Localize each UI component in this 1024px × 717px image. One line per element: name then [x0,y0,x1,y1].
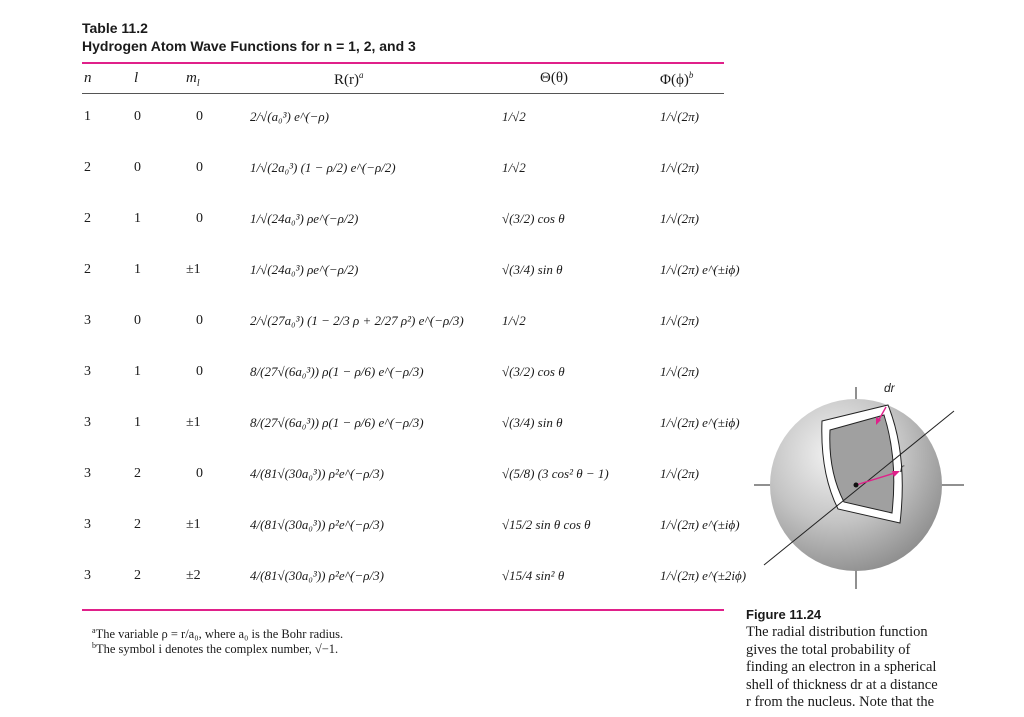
cell-n: 2 [84,160,91,175]
cell-n: 3 [84,364,91,379]
header-ml-sub: l [196,78,200,89]
cell-theta: √(3/2) cos θ [502,364,565,379]
cell-phi: 1/√(2π) [660,364,699,379]
table-top-rule [82,62,724,64]
table-number: Table 11.2 [82,20,148,36]
cell-n: 2 [84,211,91,226]
cell-ml: ±1 [186,517,201,532]
cell-n: 3 [84,517,91,532]
cell-n: 3 [84,415,91,430]
cell-ml: ±1 [186,262,201,277]
cell-theta: 1/√2 [502,109,526,124]
cell-n: 2 [84,262,91,277]
cell-l: 0 [134,160,141,175]
figure-caption-text [746,624,986,712]
cell-R: 2/√(27a₀³) (1 − 2/3 ρ + 2/27 ρ²) e^(−ρ/3) [250,313,464,328]
cell-R: 4/(81√(30a₀³)) ρ²e^(−ρ/3) [250,466,384,481]
cell-phi: 1/√(2π) [660,160,699,175]
cell-theta: √15/2 sin θ cos θ [502,517,591,532]
cell-l: 2 [134,568,141,583]
header-R-sup: a [359,70,364,80]
cell-l: 1 [134,364,141,379]
cell-R: 4/(81√(30a₀³)) ρ²e^(−ρ/3) [250,517,384,532]
cell-R: 8/(27√(6a₀³)) ρ(1 − ρ/6) e^(−ρ/3) [250,415,424,430]
caption-line: The radial distribution function [746,624,928,640]
cell-l: 2 [134,517,141,532]
header-ml-main: m [186,70,197,86]
cell-ml: 0 [196,466,203,481]
cell-theta: √15/4 sin² θ [502,568,565,583]
cell-phi: 1/√(2π) e^(±2iϕ) [660,568,747,583]
cell-ml: 0 [196,109,203,124]
cell-R: 2/√(a₀³) e^(−ρ) [250,109,329,124]
cell-l: 1 [134,262,141,277]
cell-theta: 1/√2 [502,313,526,328]
cell-theta: 1/√2 [502,160,526,175]
cell-R: 1/√(2a₀³) (1 − ρ/2) e^(−ρ/2) [250,160,396,175]
caption-line: r from the nucleus. Note that the [746,694,935,711]
cell-theta: √(3/4) sin θ [502,262,563,277]
cell-n: 1 [84,109,91,124]
header-phi [660,70,693,89]
caption-line: shell of thickness dr at a distance [746,676,938,693]
cell-phi: 1/√(2π) [660,466,699,481]
cell-l: 1 [134,211,141,226]
cell-phi: 1/√(2π) e^(±iϕ) [660,517,740,532]
footnote-b-text: The symbol i denotes the complex number, √−1. [96,642,339,657]
footnote-b-mark: b [92,641,96,650]
cell-theta: √(3/2) cos θ [502,211,565,226]
header-phi-sup: b [688,70,694,80]
cell-n: 3 [84,313,91,328]
cell-l: 1 [134,415,141,430]
header-phi-main: Φ(ϕ) [660,72,689,88]
caption-line: finding an electron in a spherical [746,659,937,676]
header-n: n [84,70,92,86]
cell-R: 8/(27√(6a₀³)) ρ(1 − ρ/6) e^(−ρ/3) [250,364,424,379]
figure-caption-title: Figure 11.24 [746,607,822,622]
header-R [334,70,364,89]
footnote-a [92,626,343,642]
cell-ml: ±1 [186,415,201,430]
cell-ml: 0 [196,211,203,226]
cell-theta: √(5/8) (3 cos² θ − 1) [502,466,609,481]
header-l: l [134,70,139,86]
table-bottom-rule [82,609,724,611]
footnote-b [92,641,338,657]
nucleus-dot [854,483,859,488]
label-dr: dr [884,381,895,395]
label-r: r [900,461,904,475]
cell-R: 4/(81√(30a₀³)) ρ²e^(−ρ/3) [250,568,384,583]
table-header-rule [82,93,724,94]
cell-phi: 1/√(2π) [660,313,699,328]
spherical-shell-figure [740,375,980,607]
cell-n: 3 [84,568,91,583]
cell-ml: 0 [196,160,203,175]
cell-theta: √(3/4) sin θ [502,415,563,430]
cell-ml: 0 [196,364,203,379]
cell-n: 3 [84,466,91,481]
cell-phi: 1/√(2π) e^(±iϕ) [660,262,740,277]
cell-ml: 0 [196,313,203,328]
cell-phi: 1/√(2π) e^(±iϕ) [660,415,740,430]
cell-l: 2 [134,466,141,481]
header-R-main: R(r) [334,72,359,88]
cell-phi: 1/√(2π) [660,109,699,124]
cell-l: 0 [134,313,141,328]
caption-line: gives the total probability of [746,641,911,658]
footnote-a-text: The variable ρ = r/a₀, where a₀ is the Bohr radius. [95,627,344,642]
header-theta: Θ(θ) [540,70,569,86]
footnote-a-mark: a [92,626,96,635]
cell-phi: 1/√(2π) [660,211,699,226]
cell-ml: ±2 [186,568,201,583]
cell-l: 0 [134,109,141,124]
table-title: Hydrogen Atom Wave Functions for n = 1, 2, and 3 [82,38,416,54]
cell-R: 1/√(24a₀³) ρe^(−ρ/2) [250,262,359,277]
cell-R: 1/√(24a₀³) ρe^(−ρ/2) [250,211,359,226]
header-ml [186,70,200,89]
